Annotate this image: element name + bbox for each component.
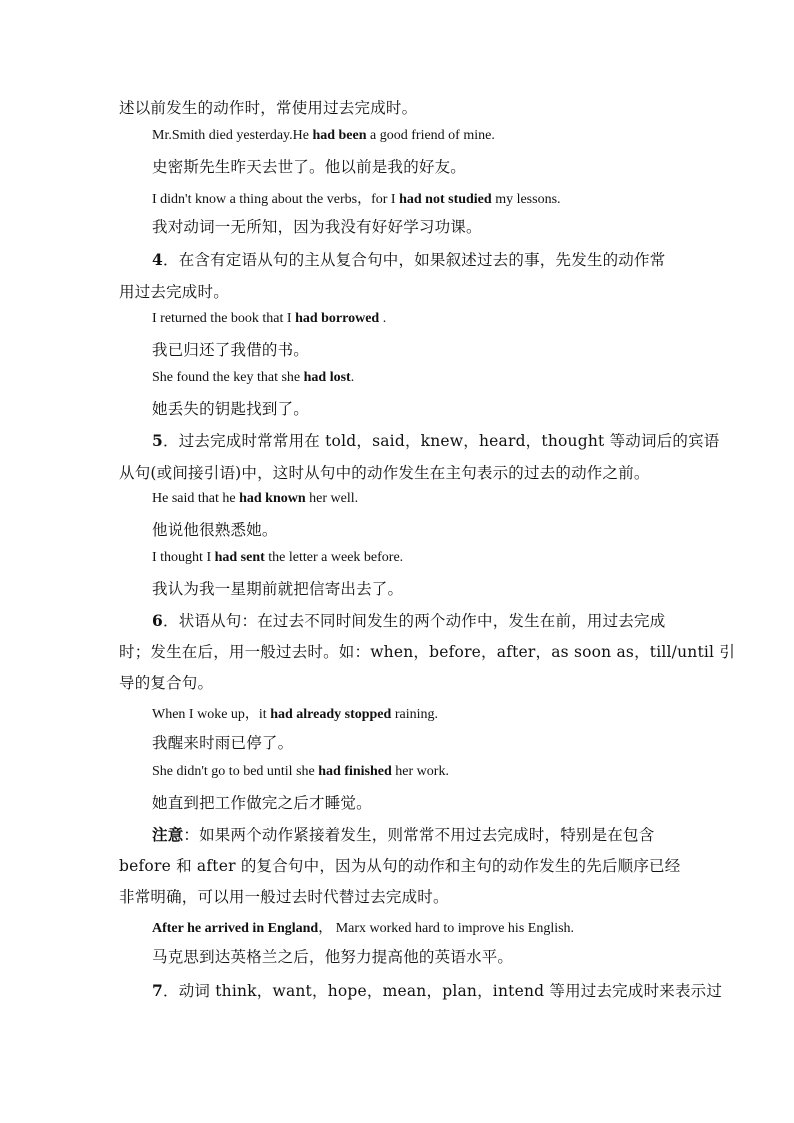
text-run: He said that he (152, 491, 240, 506)
text-run: before 和 after 的复合句中，因为从句的动作和主句的动作发生的先后顺序已经 (119, 857, 681, 875)
text-line (119, 671, 213, 693)
text-run: 他说他很熟悉她。 (152, 521, 278, 539)
text-run: her work. (391, 764, 449, 779)
text-line (119, 280, 229, 302)
text-run: I thought I (152, 550, 215, 565)
translation-line (152, 731, 293, 753)
text-run: ：如果两个动作紧接着发生，则常常不用过去完成时，特别是在包含 (183, 826, 655, 844)
text-run: 史密斯先生昨天去世了。他以前是我的好友。 (152, 158, 467, 176)
example-sentence (152, 764, 449, 780)
text-line (119, 854, 680, 876)
translation-line (152, 338, 309, 360)
text-run: 述以前发生的动作时，常使用过去完成时。 (119, 99, 418, 117)
text-run: 我醒来时雨已停了。 (152, 734, 294, 752)
text-run: 我认为我一星期前就把信寄出去了。 (152, 580, 404, 598)
bold-run: had borrowed (295, 311, 380, 326)
rule-heading (152, 429, 719, 451)
bold-run: 4 (152, 250, 163, 269)
text-run: ．动词 think，want，hope，mean，plan，intend 等用过去完成时来表示过 (163, 982, 723, 1000)
text-run: a good friend of mine. (366, 128, 495, 143)
text-run: . (350, 370, 355, 385)
example-sentence (152, 917, 574, 937)
text-run: . (379, 311, 387, 326)
bold-run: had sent (214, 550, 265, 565)
text-run: I didn't know a thing about the verbs，for I (152, 192, 400, 207)
text-run: 导的复合句。 (119, 674, 214, 692)
text-run: 我已归还了我借的书。 (152, 341, 310, 359)
bold-run: had not studied (399, 192, 492, 207)
bold-run: 5 (152, 431, 163, 450)
bold-run: 7 (152, 981, 163, 1000)
text-run: 她丢失的钥匙找到了。 (152, 400, 310, 418)
bold-run: 注意 (152, 825, 184, 844)
example-sentence (152, 128, 495, 144)
example-sentence (152, 491, 358, 507)
bold-run: had known (239, 491, 306, 506)
bold-run: had been (312, 128, 367, 143)
text-run: my lessons. (491, 192, 561, 207)
example-sentence (152, 550, 403, 566)
text-run: ．状语从句：在过去不同时间发生的两个动作中，发生在前，用过去完成 (163, 612, 666, 630)
bold-run: After he arrived in England (152, 921, 319, 936)
translation-line (152, 215, 482, 237)
text-run: raining. (391, 707, 438, 722)
text-run: 从句(或间接引语)中，这时从句中的动作发生在主句表示的过去的动作之前。 (119, 464, 650, 482)
translation-line (152, 518, 278, 540)
bold-run: had lost (303, 370, 351, 385)
text-run: ．过去完成时常常用在 told，said，knew，heard，thought 等动词后的宾语 (163, 432, 720, 450)
bold-run: 6 (152, 611, 163, 630)
text-run: 时；发生在后，用一般过去时。如：when，before，after，as soon as，till/until 引 (119, 643, 736, 661)
rule-heading (152, 609, 665, 631)
example-sentence (152, 370, 354, 386)
text-run: her well. (305, 491, 359, 506)
text-run: She didn't go to bed until she (152, 764, 319, 779)
text-run: 用过去完成时。 (119, 283, 229, 301)
text-line (119, 885, 449, 907)
rule-heading (152, 979, 722, 1001)
text-run: When I woke up，it (152, 707, 271, 722)
translation-line (152, 791, 372, 813)
text-line (119, 96, 417, 118)
text-run: 我对动词一无所知，因为我没有好好学习功课。 (152, 218, 482, 236)
example-sentence (152, 311, 386, 327)
text-run: the letter a week before. (264, 550, 404, 565)
rule-heading (152, 248, 665, 270)
bold-run: had finished (318, 764, 392, 779)
translation-line (152, 397, 309, 419)
text-run: I returned the book that I (152, 311, 296, 326)
text-line (119, 461, 650, 483)
text-run: ， Marx worked hard to improve his English. (318, 921, 575, 936)
text-line (119, 640, 735, 662)
note-line (152, 823, 654, 845)
translation-line (152, 155, 466, 177)
translation-line (152, 945, 513, 967)
text-run: 非常明确，可以用一般过去时代替过去完成时。 (119, 888, 449, 906)
example-sentence (152, 703, 438, 723)
text-run: She found the key that she (152, 370, 304, 385)
text-run: 她直到把工作做完之后才睡觉。 (152, 794, 372, 812)
translation-line (152, 577, 403, 599)
text-run: ．在含有定语从句的主从复合句中，如果叙述过去的事，先发生的动作常 (163, 251, 666, 269)
text-run: 马克思到达英格兰之后，他努力提高他的英语水平。 (152, 948, 514, 966)
example-sentence (152, 188, 561, 208)
bold-run: had already stopped (270, 707, 392, 722)
text-run: Mr.Smith died yesterday.He (152, 128, 313, 143)
